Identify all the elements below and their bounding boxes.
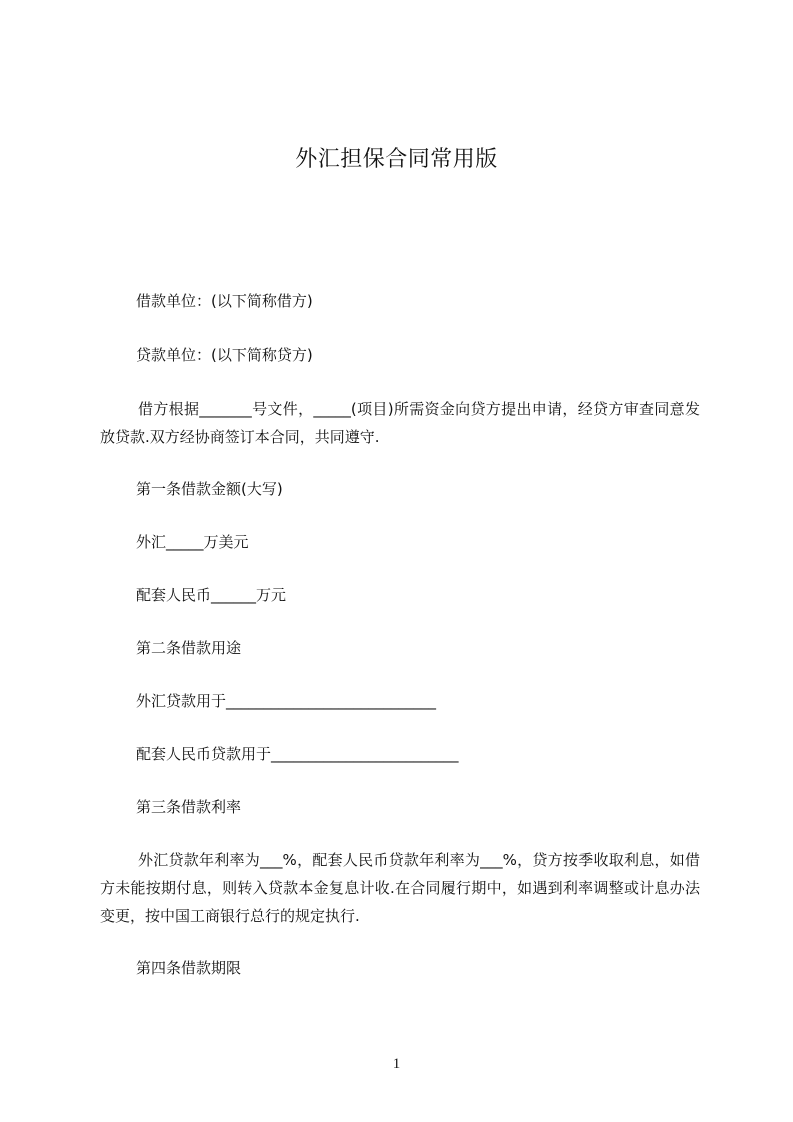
rmb-amount-line: 配套人民币______万元 [136, 586, 287, 604]
forex-amount-line: 外汇_____万美元 [136, 533, 249, 551]
article-1-heading: 第一条借款金额(大写) [136, 480, 283, 498]
rmb-use-line: 配套人民币贷款用于_________________________ [136, 745, 459, 763]
page-number: 1 [392, 1056, 401, 1072]
article-3-heading: 第三条借款利率 [136, 798, 242, 816]
intro-paragraph: 借方根据_______号文件，_____(项目)所需资金向贷方提出申请，经贷方审查同意发放贷款.双方经协商签订本合同，共同遵守. [100, 400, 700, 446]
article-2-heading: 第二条借款用途 [136, 639, 242, 657]
forex-use-line: 外汇贷款用于____________________________ [136, 692, 437, 710]
article-4-heading: 第四条借款期限 [136, 959, 242, 977]
interest-rate-paragraph: 外汇贷款年利率为___%，配套人民币贷款年利率为___%，贷方按季收取利息，如借方未能按期付息，则转入贷款本金复息计收.在合同履行期中，如遇到利率调整或计息办法变更，按中国工商银行总行的规定执行. [100, 851, 700, 925]
borrower-line: 借款单位：(以下简称借方) [136, 292, 313, 310]
lender-line: 贷款单位：(以下简称贷方) [136, 346, 313, 364]
document-title: 外汇担保合同常用版 [295, 147, 498, 172]
